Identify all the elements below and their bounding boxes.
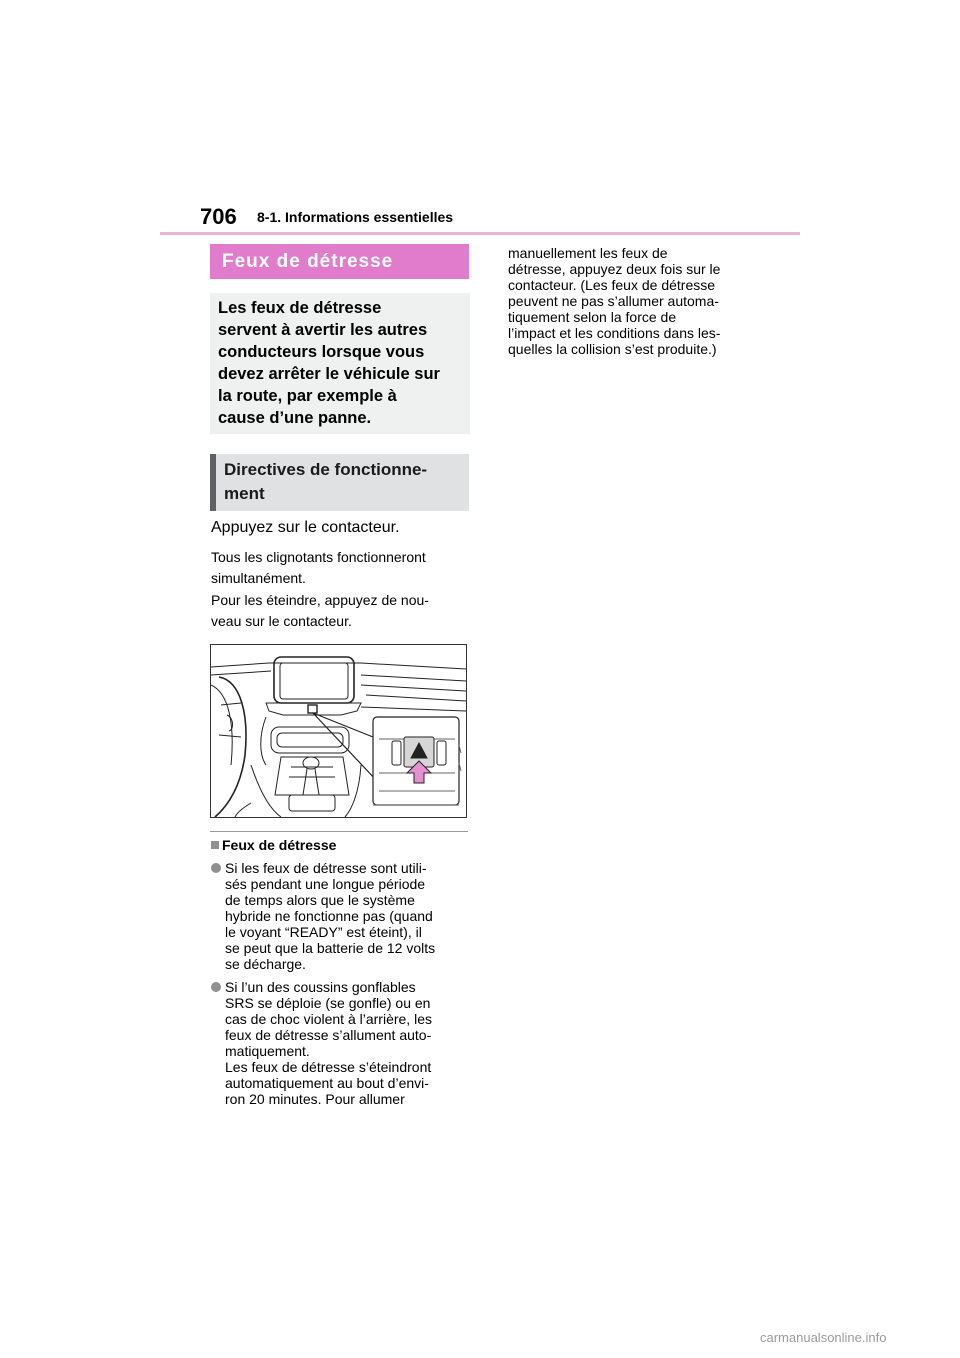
para-line: Pour les éteindre, appuyez de nou- <box>211 592 429 608</box>
notes-heading <box>211 837 336 853</box>
bullet-line: matiquement. <box>225 1043 310 1059</box>
right-line: peuvent ne pas s’allumer automa- <box>508 293 719 309</box>
right-line: l’impact et les conditions dans les- <box>508 325 721 341</box>
bullet-line: ron 20 minutes. Pour allumer <box>225 1091 405 1107</box>
bullet-line: Les feux de détresse s’éteindront <box>225 1059 432 1075</box>
page-number: 706 <box>200 204 237 229</box>
subsection-title-line: Directives de fonctionne- <box>224 460 428 479</box>
bullet-text <box>225 860 473 972</box>
section-divider <box>210 831 468 832</box>
right-column-text <box>508 245 768 357</box>
bullet-text <box>225 979 473 1107</box>
note-bullet-item <box>211 860 473 972</box>
bullet-line: automatiquement au bout d’envi- <box>225 1075 429 1091</box>
bullet-line: de temps alors que le système <box>225 892 415 908</box>
bullet-line: le voyant “READY” est éteint), il <box>225 924 422 940</box>
intro-line: cause d’une panne. <box>218 409 372 427</box>
para-line: simultanément. <box>211 570 306 586</box>
right-line: détresse, appuyez deux fois sur le <box>508 261 721 277</box>
bullet-line: se peut que la batterie de 12 volts <box>225 940 436 956</box>
bullet-line: SRS se déploie (se gonfle) ou en <box>225 995 431 1011</box>
bullet-dot-icon <box>211 863 221 873</box>
bullet-line: sés pendant une longue période <box>225 876 426 892</box>
right-line: quelles la collision s’est produite.) <box>508 341 717 357</box>
subsection-banner <box>210 454 469 511</box>
intro-line: conducteurs lorsque vous <box>218 343 425 361</box>
right-line: tiquement selon la force de <box>508 309 677 325</box>
para-line: veau sur le contacteur. <box>211 613 352 629</box>
subsection-title-line: ment <box>224 484 265 503</box>
section-banner: Feux de détresse <box>210 244 469 279</box>
bullet-line: se décharge. <box>225 956 306 972</box>
chapter-title: 8-1. Informations essentielles <box>257 209 454 225</box>
intro-line: Les feux de détresse <box>218 299 382 317</box>
footer-watermark: carmanualsonline.info <box>760 1330 887 1345</box>
paragraph-flash <box>211 547 471 589</box>
bullet-line: Si les feux de détresse sont utili- <box>225 860 427 876</box>
instruction-text: Appuyez sur le contacteur. <box>211 519 400 536</box>
para-line: Tous les clignotants fonctionneront <box>211 549 426 565</box>
notes-heading-text: Feux de détresse <box>222 837 337 853</box>
right-line: manuellement les feux de <box>508 245 668 261</box>
dashboard-drawing <box>211 645 466 817</box>
intro-box <box>210 293 470 434</box>
intro-line: devez arrêter le véhicule sur <box>218 365 440 383</box>
hazard-switch-illustration <box>210 644 467 818</box>
paragraph-turn-off <box>211 590 471 632</box>
intro-line: servent à avertir les autres <box>218 321 428 339</box>
square-bullet-icon <box>211 841 219 849</box>
bullet-line: cas de choc violent à l’arrière, les <box>225 1011 432 1027</box>
intro-line: la route, par exemple à <box>218 387 397 405</box>
bullet-line: feux de détresse s’allument auto- <box>225 1027 432 1043</box>
bullet-line: hybride ne fonctionne pas (quand <box>225 908 433 924</box>
note-bullet-item <box>211 979 473 1107</box>
bullet-dot-icon <box>211 982 221 992</box>
right-line: contacteur. (Les feux de détresse <box>508 277 716 293</box>
header-rule <box>160 232 800 235</box>
bullet-line: Si l’un des coussins gonflables <box>225 979 416 995</box>
